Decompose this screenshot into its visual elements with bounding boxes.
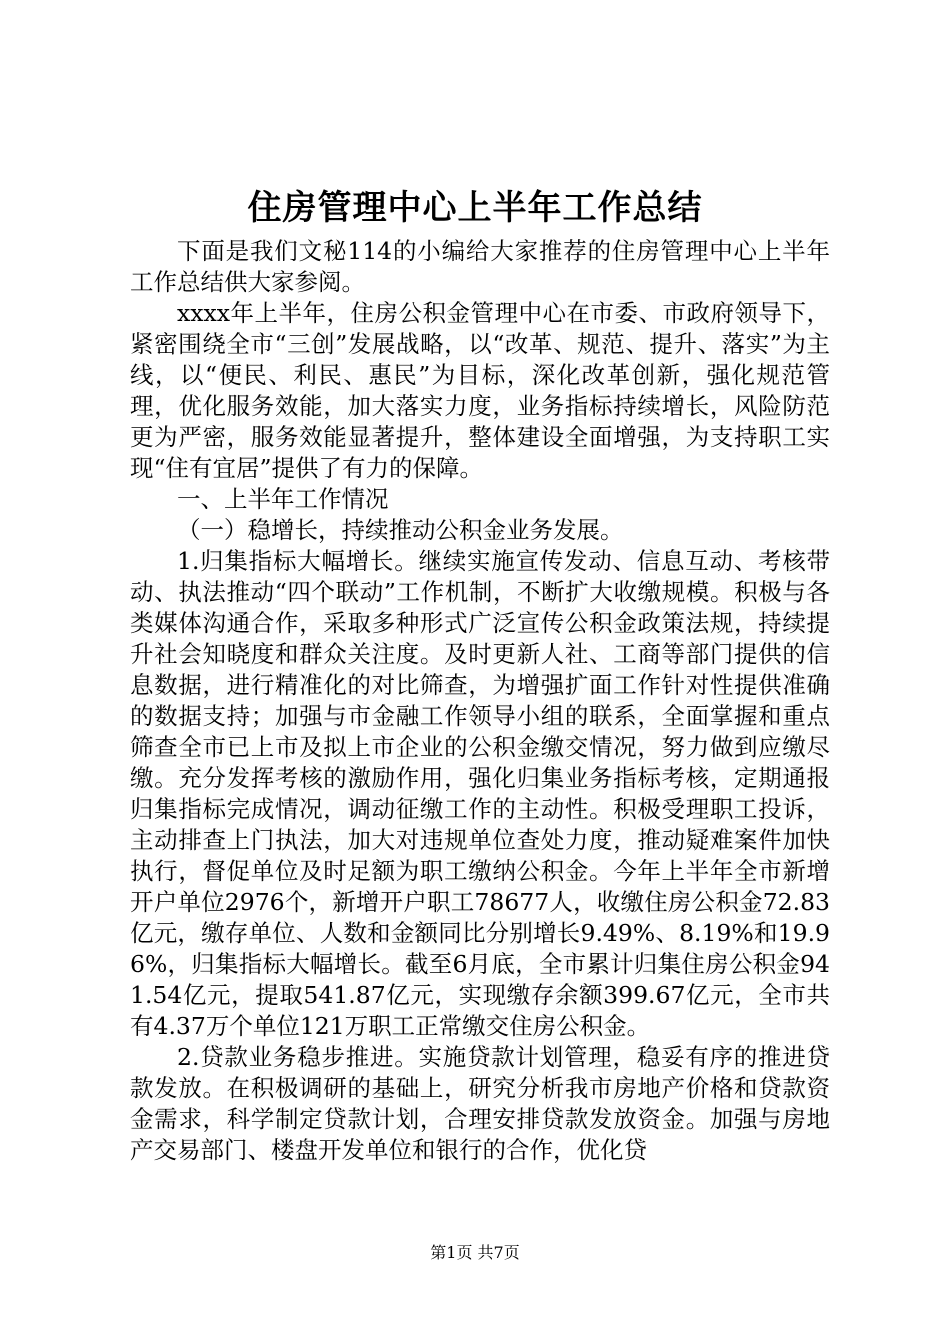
paragraph-intro: 下面是我们文秘114的小编给大家推荐的住房管理中心上半年工作总结供大家参阅。 bbox=[130, 237, 830, 296]
section-heading-1: 一、上半年工作情况 bbox=[177, 485, 389, 513]
subsection-heading-1: （一）稳增长，持续推动公积金业务发展。 bbox=[177, 516, 624, 544]
document-body bbox=[130, 236, 830, 1166]
document-title: 住房管理中心上半年工作总结 bbox=[247, 188, 703, 228]
page-footer: 第1页 共7页 bbox=[430, 1243, 520, 1262]
paragraph-overview: xxxx年上半年，住房公积金管理中心在市委、市政府领导下，紧密围绕全市“三创”发展战略，以“改革、规范、提升、落实”为主线，以“便民、利民、惠民”为目标，深化改革创新，强化规范管理，优化服务效能，加大落实力度，业务指标持续增长，风险防范更为严密，服务效能显著提升，整体建设全面增强，为支持职工实现“住有宜居”提供了有力的保障。 bbox=[130, 299, 830, 482]
paragraph-collection: 1.归集指标大幅增长。继续实施宣传发动、信息互动、考核带动、执法推动“四个联动”工作机制，不断扩大收缴规模。积极与各类媒体沟通合作，采取多种形式广泛宣传公积金政策法规，持续提升社会知晓度和群众关注度。及时更新人社、工商等部门提供的信息数据，进行精准化的对比筛查，为增强扩面工作针对性提供准确的数据支持；加强与市金融工作领导小组的联系，全面掌握和重点筛查全市已上市及拟上市企业的公积金缴交情况，努力做到应缴尽缴。充分发挥考核的激励作用，强化归集业务指标考核，定期通报归集指标完成情况，调动征缴工作的主动性。积极受理职工投诉，主动排查上门执法，加大对违规单位查处力度，推动疑难案件加快执行，督促单位及时足额为职工缴纳公积金。今年上半年全市新增开户单位2976个，新增开户职工78677人，收缴住房公积金72.83亿元，缴存单位、人数和金额同比分别增长9.49%、8.19%和19.96%，归集指标大幅增长。截至6月底，全市累计归集住房公积金941.54亿元，提取541.87亿元，实现缴存余额399.67亿元，全市共有4.37万个单位121万职工正常缴交住房公积金。 bbox=[130, 547, 830, 1040]
paragraph-loans: 2.贷款业务稳步推进。实施贷款计划管理，稳妥有序的推进贷款发放。在积极调研的基础上，研究分析我市房地产价格和贷款资金需求，科学制定贷款计划，合理安排贷款发放资金。加强与房地产交易部门、楼盘开发单位和银行的合作，优化贷 bbox=[130, 1043, 830, 1164]
